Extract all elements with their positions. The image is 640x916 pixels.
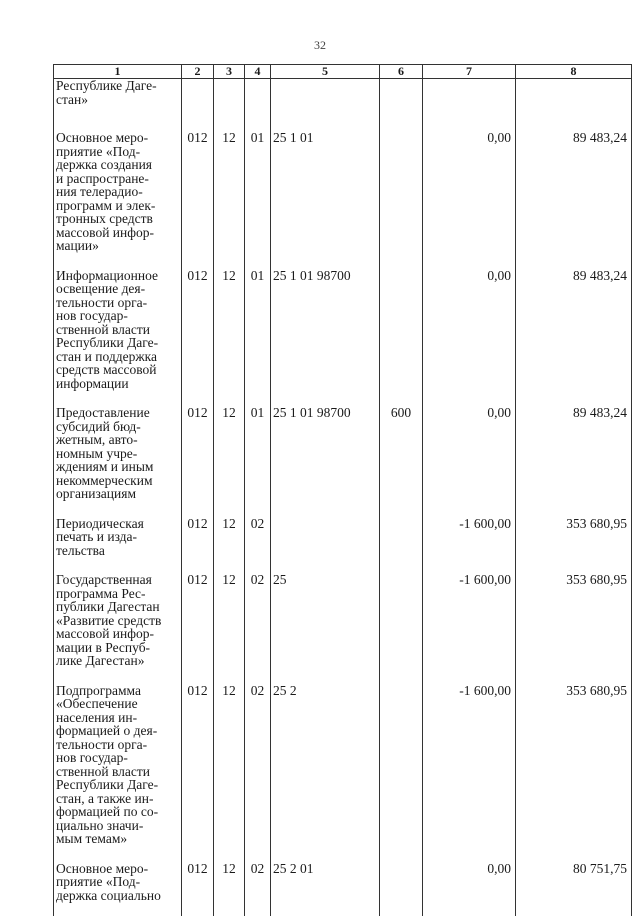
expense-type-cell [380, 860, 423, 916]
row-name-cell: Государственная программа Рес- публики Дагестан «Развитие средств массовой инфор- мации в Респуб- лике Дагестан» [54, 571, 182, 682]
section-code-cell: 12 [214, 515, 245, 572]
subsection-code-cell [245, 79, 271, 130]
change-amount-cell: -1 600,00 [423, 515, 516, 572]
total-amount-cell: 89 483,24 [516, 404, 632, 515]
change-amount-cell: 0,00 [423, 860, 516, 916]
total-amount-cell: 89 483,24 [516, 129, 632, 267]
subsection-code-cell: 01 [245, 404, 271, 515]
budget-table-container [53, 64, 632, 916]
header-col-3: 3 [214, 65, 245, 79]
ministry-code-cell: 012 [182, 129, 214, 267]
page-number: 32 [0, 38, 640, 53]
header-col-2: 2 [182, 65, 214, 79]
header-col-4: 4 [245, 65, 271, 79]
section-code-cell: 12 [214, 571, 245, 682]
header-col-7: 7 [423, 65, 516, 79]
budget-table [53, 64, 632, 916]
target-article-cell: 25 [271, 571, 380, 682]
expense-type-cell: 600 [380, 404, 423, 515]
header-col-8: 8 [516, 65, 632, 79]
change-amount-cell: -1 600,00 [423, 682, 516, 860]
total-amount-cell [516, 79, 632, 130]
header-col-1: 1 [54, 65, 182, 79]
change-amount-cell [423, 79, 516, 130]
header-col-5: 5 [271, 65, 380, 79]
table-row [54, 404, 632, 515]
subsection-code-cell: 02 [245, 571, 271, 682]
ministry-code-cell: 012 [182, 515, 214, 572]
ministry-code-cell: 012 [182, 404, 214, 515]
ministry-code-cell: 012 [182, 860, 214, 916]
total-amount-cell: 353 680,95 [516, 515, 632, 572]
row-name-cell: Периодическая печать и изда- тельства [54, 515, 182, 572]
ministry-code-cell: 012 [182, 682, 214, 860]
row-name-cell: Основное меро- приятие «Под- держка социально [54, 860, 182, 916]
table-row [54, 129, 632, 267]
expense-type-cell [380, 79, 423, 130]
total-amount-cell: 80 751,75 [516, 860, 632, 916]
row-name-cell: Основное меро- приятие «Под- держка создания и распростране- ния телерадио- программ и элек- тронных средств массовой инфор- мации» [54, 129, 182, 267]
ministry-code-cell [182, 79, 214, 130]
target-article-cell: 25 1 01 98700 [271, 267, 380, 405]
target-article-cell [271, 515, 380, 572]
row-name-cell: Предоставление субсидий бюд- жетным, авто- номным учре- ждениям и иным некоммерческим организациям [54, 404, 182, 515]
row-name-cell: Информационное освещение дея- тельности орга- нов государ- ственной власти Республики Даге- стан и поддержка средств массовой информации [54, 267, 182, 405]
table-row [54, 267, 632, 405]
expense-type-cell [380, 682, 423, 860]
total-amount-cell: 353 680,95 [516, 571, 632, 682]
expense-type-cell [380, 129, 423, 267]
subsection-code-cell: 01 [245, 267, 271, 405]
table-row [54, 860, 632, 916]
target-article-cell: 25 1 01 [271, 129, 380, 267]
header-col-6: 6 [380, 65, 423, 79]
total-amount-cell: 89 483,24 [516, 267, 632, 405]
change-amount-cell: -1 600,00 [423, 571, 516, 682]
target-article-cell: 25 2 01 [271, 860, 380, 916]
section-code-cell: 12 [214, 860, 245, 916]
row-name-cell: Республике Даге- стан» [54, 79, 182, 130]
section-code-cell [214, 79, 245, 130]
table-row [54, 682, 632, 860]
expense-type-cell [380, 515, 423, 572]
target-article-cell [271, 79, 380, 130]
table-row [54, 571, 632, 682]
table-body [54, 79, 632, 916]
change-amount-cell: 0,00 [423, 267, 516, 405]
subsection-code-cell: 02 [245, 515, 271, 572]
row-name-cell: Подпрограмма «Обеспечение населения ин- формацией о дея- тельности орга- нов государ- ственной власти Республики Даге- стан, а также ин- формацией по со- циально значи- мым темам» [54, 682, 182, 860]
target-article-cell: 25 2 [271, 682, 380, 860]
table-row [54, 79, 632, 130]
section-code-cell: 12 [214, 404, 245, 515]
change-amount-cell: 0,00 [423, 129, 516, 267]
section-code-cell: 12 [214, 682, 245, 860]
change-amount-cell: 0,00 [423, 404, 516, 515]
total-amount-cell: 353 680,95 [516, 682, 632, 860]
subsection-code-cell: 02 [245, 682, 271, 860]
subsection-code-cell: 02 [245, 860, 271, 916]
ministry-code-cell: 012 [182, 571, 214, 682]
header-row [54, 65, 632, 79]
expense-type-cell [380, 267, 423, 405]
table-row [54, 515, 632, 572]
section-code-cell: 12 [214, 267, 245, 405]
target-article-cell: 25 1 01 98700 [271, 404, 380, 515]
expense-type-cell [380, 571, 423, 682]
subsection-code-cell: 01 [245, 129, 271, 267]
section-code-cell: 12 [214, 129, 245, 267]
ministry-code-cell: 012 [182, 267, 214, 405]
